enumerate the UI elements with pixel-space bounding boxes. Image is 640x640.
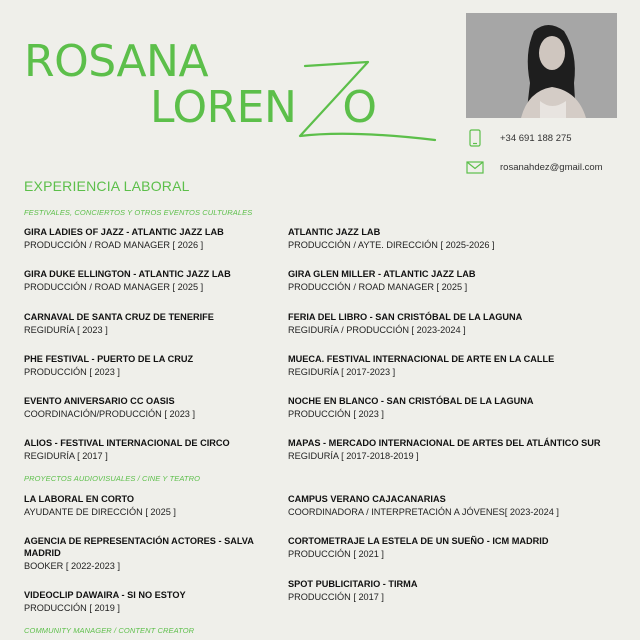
entry <box>288 437 618 463</box>
contact-email <box>466 158 603 176</box>
entry <box>24 493 324 519</box>
entry-title: LA LABORAL EN CORTO <box>24 494 135 504</box>
entry-detail: PRODUCCIÓN [ 2023 ] <box>24 367 120 377</box>
entry-title: FERIA DEL LIBRO - SAN CRISTÓBAL DE LA LAGUNA <box>288 312 523 322</box>
entry-title: GIRA DUKE ELLINGTON - ATLANTIC JAZZ LAB <box>24 269 231 279</box>
entry <box>24 268 324 294</box>
entry-title: AGENCIA DE REPRESENTACIÓN ACTORES - SALVA MADRID <box>24 536 254 558</box>
entry-title: MAPAS - MERCADO INTERNACIONAL DE ARTES DEL ATLÁNTICO SUR <box>288 438 601 448</box>
entry <box>288 578 588 604</box>
entry-detail: PRODUCCIÓN [ 2017 ] <box>288 592 384 602</box>
entry-detail: PRODUCCIÓN / ROAD MANAGER [ 2026 ] <box>24 240 204 250</box>
profile-photo <box>466 13 617 118</box>
entry-detail: COORDINACIÓN/PRODUCCIÓN [ 2023 ] <box>24 409 196 419</box>
contact-phone <box>466 129 572 147</box>
entry-title: PHE FESTIVAL - PUERTO DE LA CRUZ <box>24 354 194 364</box>
entry-detail: REGIDURÍA [ 2017-2023 ] <box>288 367 396 377</box>
subsection-festivals: FESTIVALES, CONCIERTOS Y OTROS EVENTOS CULTURALES <box>24 208 253 217</box>
entry-detail: PRODUCCIÓN / ROAD MANAGER [ 2025 ] <box>24 282 204 292</box>
entry-title: MUECA. FESTIVAL INTERNACIONAL DE ARTE EN LA CALLE <box>288 354 555 364</box>
entry <box>24 535 264 573</box>
name-last-tail: O <box>342 82 377 133</box>
entry-detail: REGIDURÍA [ 2017 ] <box>24 451 108 461</box>
envelope-icon <box>466 158 484 176</box>
entry-detail: PRODUCCIÓN / AYTE. DIRECCIÓN [ 2025-2026 ] <box>288 240 495 250</box>
entry <box>24 437 324 463</box>
portrait-image <box>466 13 617 118</box>
entry <box>24 395 324 421</box>
section-title-experience: EXPERIENCIA LABORAL <box>24 178 190 194</box>
subsection-community: COMMUNITY MANAGER / CONTENT CREATOR <box>24 626 195 635</box>
entry <box>288 535 608 561</box>
entry-detail: PRODUCCIÓN [ 2019 ] <box>24 603 120 613</box>
entry-title: ATLANTIC JAZZ LAB <box>288 227 381 237</box>
entry-title: GIRA GLEN MILLER - ATLANTIC JAZZ LAB <box>288 269 476 279</box>
entry-title: NOCHE EN BLANCO - SAN CRISTÓBAL DE LA LAGUNA <box>288 396 534 406</box>
name-last-main: LOREN <box>150 82 297 133</box>
entry <box>24 353 324 379</box>
entry <box>288 395 588 421</box>
entry-title: CARNAVAL DE SANTA CRUZ DE TENERIFE <box>24 312 214 322</box>
entry-title: EVENTO ANIVERSARIO CC OASIS <box>24 396 175 406</box>
entry <box>24 311 324 337</box>
entry <box>288 226 588 252</box>
entry-detail: PRODUCCIÓN / ROAD MANAGER [ 2025 ] <box>288 282 468 292</box>
phone-icon <box>466 129 484 147</box>
entry-title: VIDEOCLIP DAWAIRA - SI NO ESTOY <box>24 590 186 600</box>
email-address[interactable]: rosanahdez@gmail.com <box>500 161 603 173</box>
entry <box>288 268 588 294</box>
entry <box>288 493 608 519</box>
entry-detail: REGIDURÍA [ 2023 ] <box>24 325 108 335</box>
entry-title: CAMPUS VERANO CAJACANARIAS <box>288 494 446 504</box>
entry-title: SPOT PUBLICITARIO - TIRMA <box>288 579 418 589</box>
subsection-audiovisual: PROYECTOS AUDIOVISUALES / CINE Y TEATRO <box>24 474 201 483</box>
entry-detail: BOOKER [ 2022-2023 ] <box>24 561 121 571</box>
entry-detail: PRODUCCIÓN [ 2021 ] <box>288 549 384 559</box>
entry-detail: AYUDANTE DE DIRECCIÓN [ 2025 ] <box>24 507 176 517</box>
entry-detail: COORDINADORA / INTERPRETACIÓN A JÓVENES[ 2023-2024 ] <box>288 507 559 517</box>
entry <box>288 311 588 337</box>
entry-title: ALIOS - FESTIVAL INTERNACIONAL DE CIRCO <box>24 438 230 448</box>
signature-z-swoosh <box>290 58 440 148</box>
entry-detail: REGIDURÍA [ 2017-2018-2019 ] <box>288 451 419 461</box>
entry <box>24 589 324 615</box>
phone-number[interactable]: +34 691 188 275 <box>500 132 572 144</box>
entry-title: CORTOMETRAJE LA ESTELA DE UN SUEÑO - ICM MADRID <box>288 536 549 546</box>
entry-detail: PRODUCCIÓN [ 2023 ] <box>288 409 384 419</box>
name-first: ROSANA <box>24 36 209 87</box>
entry-detail: REGIDURÍA / PRODUCCIÓN [ 2023-2024 ] <box>288 325 466 335</box>
entry <box>24 226 324 252</box>
entry <box>288 353 588 379</box>
entry-title: GIRA LADIES OF JAZZ - ATLANTIC JAZZ LAB <box>24 227 224 237</box>
